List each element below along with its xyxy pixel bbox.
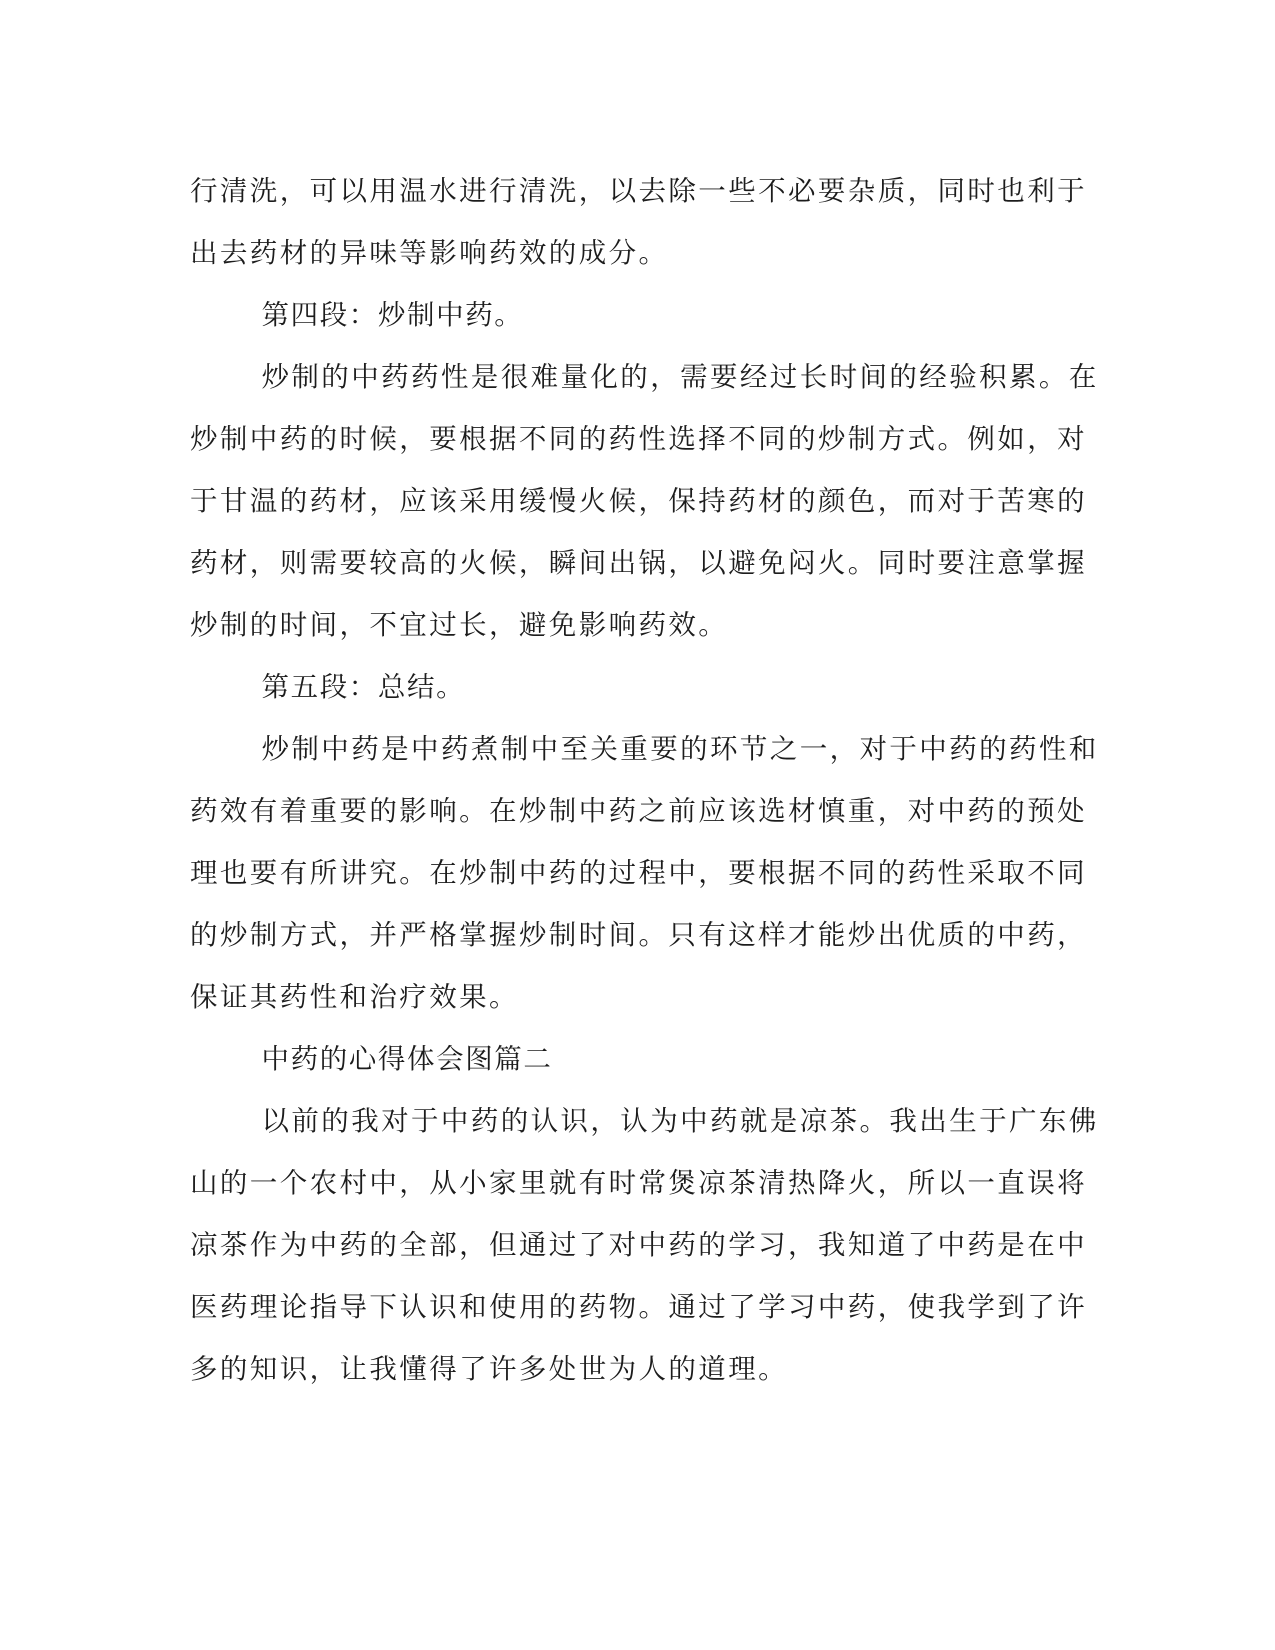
text-line: 出去药材的异味等影响药效的成分。 <box>190 237 669 269</box>
paragraph-frying <box>190 346 1099 656</box>
paragraph-intro <box>190 1090 1099 1400</box>
text-line: 炒制中药是中药煮制中至关重要的环节之一，对于中药的药性和 <box>261 733 1099 765</box>
text-line: 医药理论指导下认识和使用的药物。通过了学习中药，使我学到了许 <box>190 1291 1087 1323</box>
heading-text: 第五段：总结。 <box>261 671 466 703</box>
text-line: 保证其药性和治疗效果。 <box>190 981 519 1013</box>
paragraph-continuation <box>190 160 1087 284</box>
text-line: 凉茶作为中药的全部，但通过了对中药的学习，我知道了中药是在中 <box>190 1229 1087 1261</box>
article-title-part-two <box>190 1028 1080 1090</box>
text-line: 炒制中药的时候，要根据不同的药性选择不同的炒制方式。例如，对 <box>190 423 1087 455</box>
text-line: 药效有着重要的影响。在炒制中药之前应该选材慎重，对中药的预处 <box>190 795 1087 827</box>
text-line: 炒制的中药药性是很难量化的，需要经过长时间的经验积累。在 <box>261 361 1099 393</box>
text-column <box>190 160 1099 1400</box>
text-line: 以前的我对于中药的认识，认为中药就是凉茶。我出生于广东佛 <box>261 1105 1099 1137</box>
text-line: 行清洗，可以用温水进行清洗，以去除一些不必要杂质，同时也利于 <box>190 175 1087 207</box>
text-line: 的炒制方式，并严格掌握炒制时间。只有这样才能炒出优质的中药， <box>190 919 1087 951</box>
text-line: 炒制的时间，不宜过长，避免影响药效。 <box>190 609 729 641</box>
heading-text: 第四段：炒制中药。 <box>261 299 524 331</box>
section-heading-5 <box>190 656 1080 718</box>
text-line: 山的一个农村中，从小家里就有时常煲凉茶清热降火，所以一直误将 <box>190 1167 1087 1199</box>
paragraph-summary <box>190 718 1099 1028</box>
text-line: 药材，则需要较高的火候，瞬间出锅，以避免闷火。同时要注意掌握 <box>190 547 1087 579</box>
section-heading-4 <box>190 284 1080 346</box>
text-line: 于甘温的药材，应该采用缓慢火候，保持药材的颜色，而对于苦寒的 <box>190 485 1087 517</box>
heading-text: 中药的心得体会图篇二 <box>261 1043 553 1075</box>
text-line: 多的知识，让我懂得了许多处世为人的道理。 <box>190 1353 788 1385</box>
text-line: 理也要有所讲究。在炒制中药的过程中，要根据不同的药性采取不同 <box>190 857 1087 889</box>
